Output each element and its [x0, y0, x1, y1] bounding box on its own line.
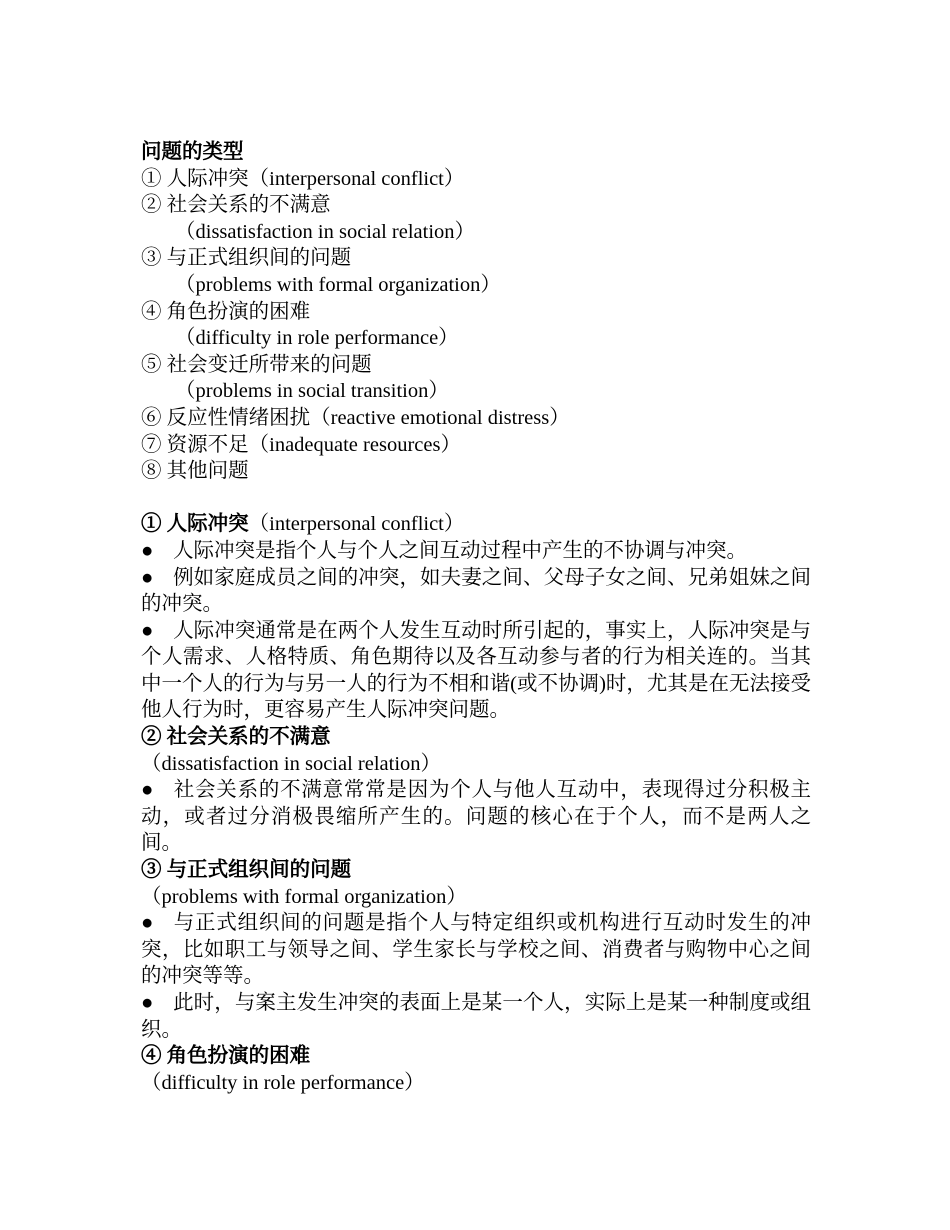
bullet-icon: ● — [141, 566, 154, 589]
section-heading — [141, 511, 811, 538]
bullet-item — [141, 990, 811, 1043]
toc-item: ④ 角色扮演的困难 — [141, 300, 311, 323]
toc-item: ⑥ 反应性情绪困扰（reactive emotional distress） — [141, 406, 570, 429]
toc-item: ① 人际冲突（interpersonal conflict） — [141, 167, 465, 190]
bullet-item — [141, 777, 811, 857]
section-heading: ② 社会关系的不满意 — [141, 726, 331, 749]
toc-item: ⑧ 其他问题 — [141, 460, 249, 483]
bullet-icon: ● — [141, 779, 154, 802]
bullet-icon: ● — [141, 912, 154, 935]
bullet-icon: ● — [141, 539, 154, 562]
toc-item-sub: （dissatisfaction in social relation） — [175, 220, 476, 243]
section-heading-en: （dissatisfaction in social relation） — [141, 752, 442, 775]
bullet-text: 人际冲突是指个人与个人之间互动过程中产生的不协调与冲突。 — [173, 539, 747, 562]
bullet-text: 此时，与案主发生冲突的表面上是某一个人，实际上是某一种制度或组织。 — [141, 992, 811, 1041]
bullet-item — [141, 910, 811, 990]
toc-item: ⑦ 资源不足（inadequate resources） — [141, 433, 461, 456]
toc-item: ⑤ 社会变迁所带来的问题 — [141, 353, 372, 376]
bullet-icon: ● — [141, 992, 154, 1014]
toc-item-sub: （problems with formal organization） — [175, 273, 501, 296]
bullet-text: 与正式组织间的问题是指个人与特定组织或机构进行互动时发生的冲突，比如职工与领导之间、学生家长与学校之间、消费者与购物中心之间的冲突等等。 — [141, 912, 811, 988]
section-heading-en: （difficulty in role performance） — [141, 1071, 425, 1094]
section-heading-zh: ① 人际冲突 — [141, 513, 249, 536]
section-heading: ④ 角色扮演的困难 — [141, 1045, 311, 1068]
bullet-item — [141, 618, 811, 724]
section-heading-en: （interpersonal conflict） — [248, 513, 465, 536]
bullet-item — [141, 538, 811, 565]
section-heading-en: （problems with formal organization） — [141, 885, 467, 908]
toc-title: 问题的类型 — [141, 141, 244, 163]
bullet-text: 人际冲突通常是在两个人发生互动时所引起的，事实上，人际冲突是与个人需求、人格特质、角色期待以及各互动参与者的行为相关连的。当其中一个人的行为与另一人的行为不相和谐(或不协调)时，尤其是在无法接受他人行为时，更容易产生人际冲突问题。 — [141, 619, 811, 722]
bullet-text: 社会关系的不满意常常是因为个人与他人互动中，表现得过分积极主动，或者过分消极畏缩所产生的。问题的核心在于个人，而不是两人之间。 — [141, 779, 811, 855]
section-heading: ③ 与正式组织间的问题 — [141, 859, 352, 882]
bullet-item — [141, 565, 811, 618]
toc-item: ③ 与正式组织间的问题 — [141, 247, 352, 270]
toc-item: ② 社会关系的不满意 — [141, 194, 331, 217]
toc-item-sub: （problems in social transition） — [175, 380, 449, 403]
document-page — [141, 139, 811, 1096]
blank-line — [141, 485, 811, 512]
toc-item-sub: （difficulty in role performance） — [175, 327, 459, 350]
bullet-text: 例如家庭成员之间的冲突，如夫妻之间、父母子女之间、兄弟姐妹之间的冲突。 — [141, 566, 811, 616]
bullet-icon: ● — [141, 619, 154, 642]
